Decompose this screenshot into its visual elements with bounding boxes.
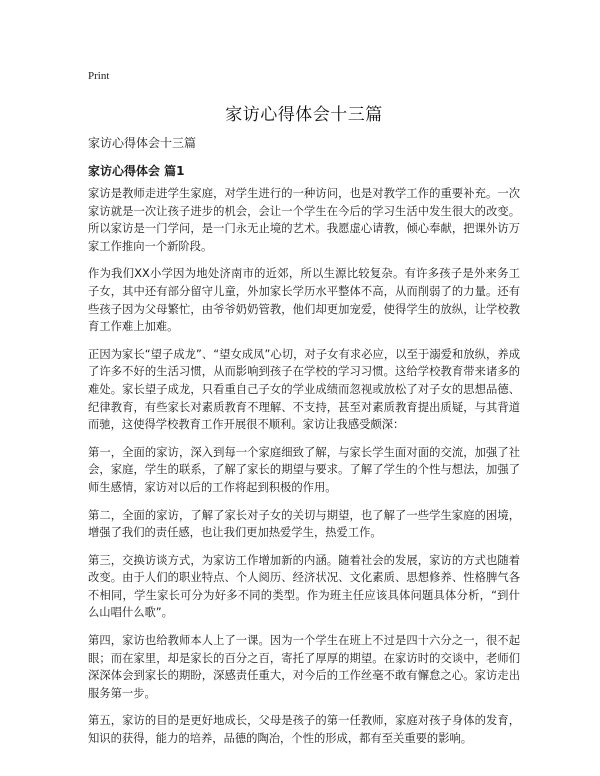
paragraph-1: 家访是教师走进学生家庭，对学生进行的一种访问，也是对教学工作的重要补充。一次家访就是一次让孩子进步的机会，会让一个学生在今后的学习生活中发生很大的改变。所以家访是一门学问，是一门永无止境的艺术。我愿虚心请教，倾心奉献，把课外访万家工作推向一个新阶段。 (88, 187, 520, 253)
section-heading: 家访心得体会 篇1 (88, 164, 185, 178)
document-body (88, 185, 520, 758)
document-subtitle: 家访心得体会十三篇 (88, 136, 197, 150)
print-link[interactable]: Print (88, 70, 110, 82)
paragraph-2: 作为我们XX小学因为地处济南市的近郊，所以生源比较复杂。有许多孩子是外来务工子女，其中还有部分留守儿童，外加家长学历水平整体不高，从而削弱了的力量。还有些孩子因为父母繁忙，由爷爷奶奶管教，他们却更加宠爱，使得学生的放纵，让学校教育工作难上加难。 (88, 267, 520, 334)
paragraph-8: 第五，家访的目的是更好地成长，父母是孩子的第一任教师，家庭对孩子身体的发育，知识的获得，能力的培养，品德的陶冶，个性的形成，都有至关重要的影响。 (88, 714, 520, 746)
paragraph-4: 第一，全面的家访，深入到每一个家庭细致了解，与家长学生面对面的交流，加强了社会，家庭，学生的联系，了解了家长的期望与要求。了解了学生的个性与想法，加强了师生感情，家访对以后的工作将起到积极的作用。 (88, 445, 520, 494)
paragraph-7: 第四，家访也给教师本人上了一课。因为一个学生在班上不过是四十六分之一，很不起眼；而在家里，却是家长的百分之百，寄托了厚厚的期望。在家访时的交谈中，老师们深深体会到家长的期盼，深感责任重大，对今后的工作丝毫不敢有懈怠之心。家访走出服务第一步。 (88, 634, 520, 700)
paragraph-5: 第二，全面的家访，了解了家长对子女的关切与期望，也了解了一些学生家庭的困境，增强了我们的责任感，也让我们更加热爱学生，热爱工作。 (88, 508, 520, 540)
paragraph-3: 正因为家长“望子成龙”、“望女成凤”心切，对子女有求必应，以至于溺爱和放纵，养成了许多不好的生活习惯，从而影响到孩子在学校的学习习惯。这给学校教育带来诸多的难处。家长望子成龙，只看重自己子女的学业成绩而忽视或放松了对子女的思想品德、纪律教育，有些家长对素质教育不理解、不支持，甚至对素质教育提出质疑，与其背道而驰，这使得学校教育工作开展很不顺利。家访让我感受颇深： (88, 347, 520, 432)
page-title: 家访心得体会十三篇 (225, 105, 383, 125)
paragraph-6: 第三，交换访谈方式，为家访工作增加新的内涵。随着社会的发展，家访的方式也随着改变。由于人们的职业特点、个人阅历、经济状况、文化素质、思想修养、性格脾气各不相同，学生家长可分为好多不同的类型。作为班主任应该具体问题具体分析，“到什么山唱什么歌”。 (88, 553, 520, 620)
